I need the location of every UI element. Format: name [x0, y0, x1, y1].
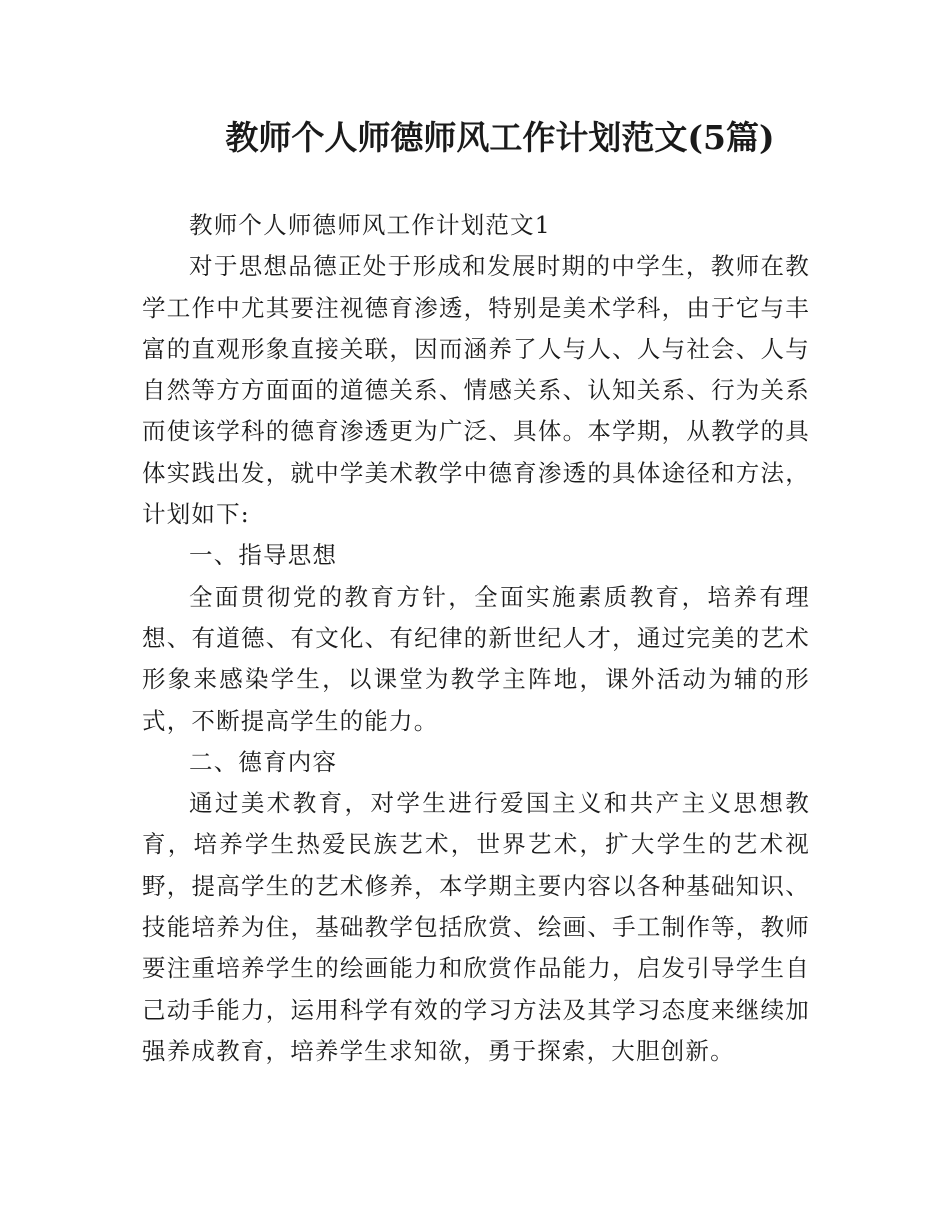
paragraph-moral-content: 通过美术教育，对学生进行爱国主义和共产主义思想教育，培养学生热爱民族艺术，世界艺术，扩大学生的艺术视野，提高学生的艺术修养，本学期主要内容以各种基础知识、技能培养为住，基础教学包括欣赏、绘画、手工制作等，教师要注重培养学生的绘画能力和欣赏作品能力，启发引导学生自己动手能力，运用科学有效的学习方法及其学习态度来继续加强养成教育，培养学生求知欲，勇于探索，大胆创新。 [142, 789, 810, 1065]
document-title: 教师个人师德师风工作计划范文(5篇) [225, 118, 775, 157]
section-heading-plan-1: 教师个人师德师风工作计划范文1 [189, 211, 551, 239]
section-heading-moral-content: 二、德育内容 [189, 747, 338, 776]
paragraph-intro: 对于思想品德正处于形成和发展时期的中学生，教师在教学工作中尤其要注视德育渗透，特别是美术学科，由于它与丰富的直观形象直接关联，因而涵养了人与人、人与社会、人与自然等方方面面的道德关系、情感关系、认知关系、行为关系而使该学科的德育渗透更为广泛、具体。本学期，从教学的具体实践出发，就中学美术教学中德育渗透的具体途径和方法，计划如下: [142, 252, 810, 529]
document-body [142, 205, 810, 1072]
section-heading-guiding-thought: 一、指导思想 [189, 541, 338, 570]
paragraph-guiding-thought: 全面贯彻党的教育方针，全面实施素质教育，培养有理想、有道德、有文化、有纪律的新世纪人才，通过完美的艺术形象来感染学生，以课堂为教学主阵地，课外活动为辅的形式，不断提高学生的能力。 [142, 582, 810, 735]
